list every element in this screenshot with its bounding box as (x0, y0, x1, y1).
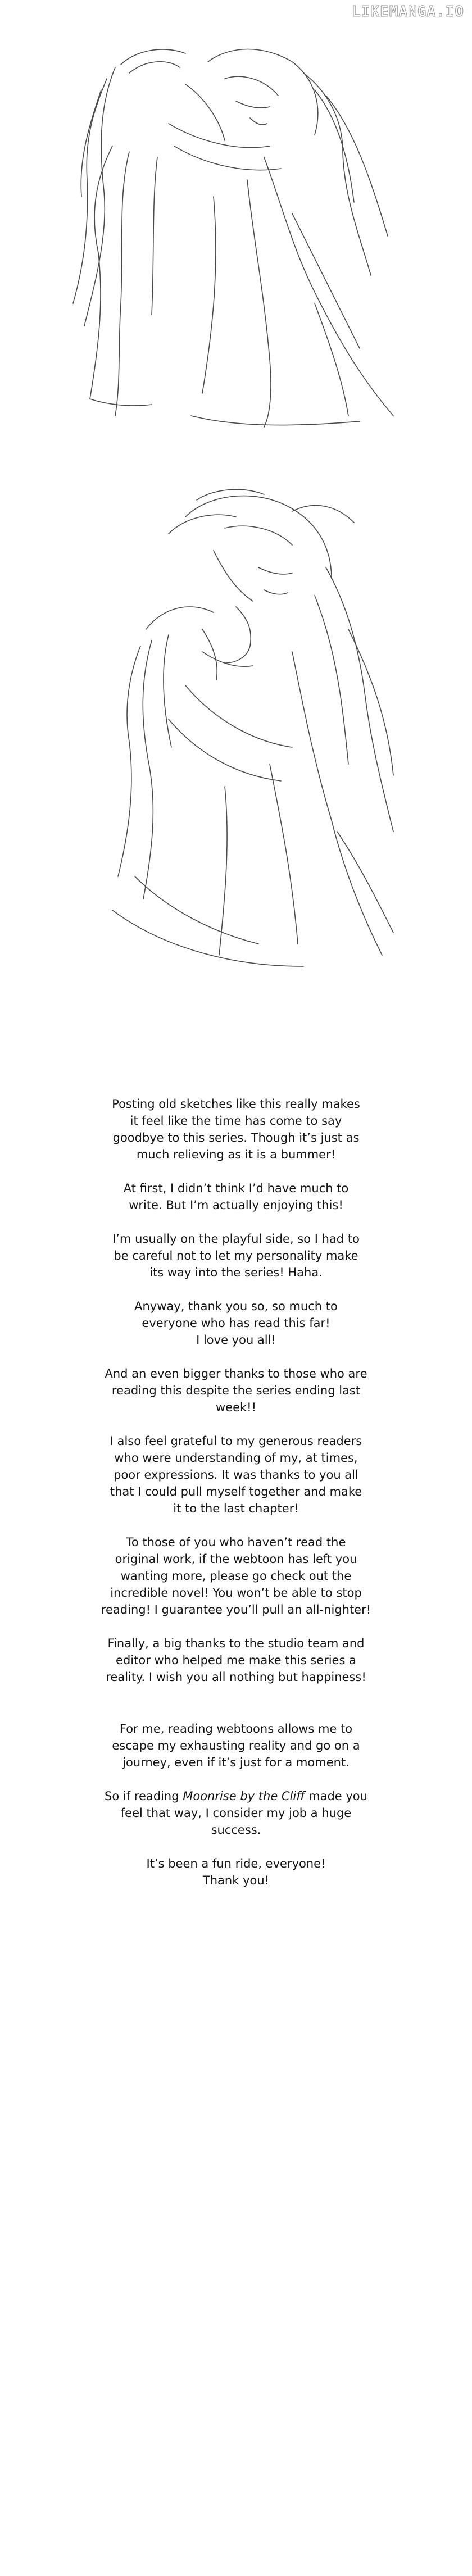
sketch-illustration-2 (0, 483, 472, 978)
afterword-paragraph-9: For me, reading webtoons allows me to escape my exhausting reality and go on a journey, even if it’s just for a moment. (112, 1722, 360, 1769)
afterword-closing (62, 1788, 410, 1838)
closing-suffix: made you feel that way, I consider my job a huge success. (120, 1789, 367, 1837)
afterword-paragraph-1: Posting old sketches like this really makes it feel like the time has come to say goodbye to this series. Though it’s just as much relieving as it is a bummer! (112, 1097, 360, 1161)
sketch-illustration-1 (0, 11, 472, 438)
site-watermark: LIKEMANGA.IO (352, 3, 464, 20)
closing-prefix: So if reading (105, 1789, 183, 1803)
afterword-paragraph-6: I also feel grateful to my generous readers who were understanding of my, at times, poor expressions. It was thanks to you all that I could pull myself together and make it to the last chapter! (110, 1434, 362, 1515)
afterword-paragraph-8: Finally, a big thanks to the studio team and editor who helped me make this series a reality. I wish you all nothing but happiness! (106, 1637, 366, 1684)
afterword-paragraph-7: To those of you who haven’t read the original work, if the webtoon has left you wanting more, please go check out the incredible novel! You won’t be able to stop reading! I guarantee you’ll pull an all-nighter! (101, 1535, 371, 1616)
afterword-paragraph-3: I’m usually on the playful side, so I had to be careful not to let my personality make its way into the series! Haha. (112, 1232, 360, 1279)
afterword-paragraph-5: And an even bigger thanks to those who are reading this despite the series ending last week!! (105, 1367, 367, 1414)
afterword-signoff: It’s been a fun ride, everyone! Thank you! (146, 1857, 326, 1887)
afterword-paragraph-2: At first, I didn’t think I’d have much to write. But I’m actually enjoying this! (123, 1182, 349, 1212)
author-afterword (62, 1096, 410, 1906)
afterword-paragraph-4: Anyway, thank you so, so much to everyone who has read this far! I love you all! (134, 1300, 338, 1347)
series-title: Moonrise by the Cliff (183, 1789, 305, 1803)
